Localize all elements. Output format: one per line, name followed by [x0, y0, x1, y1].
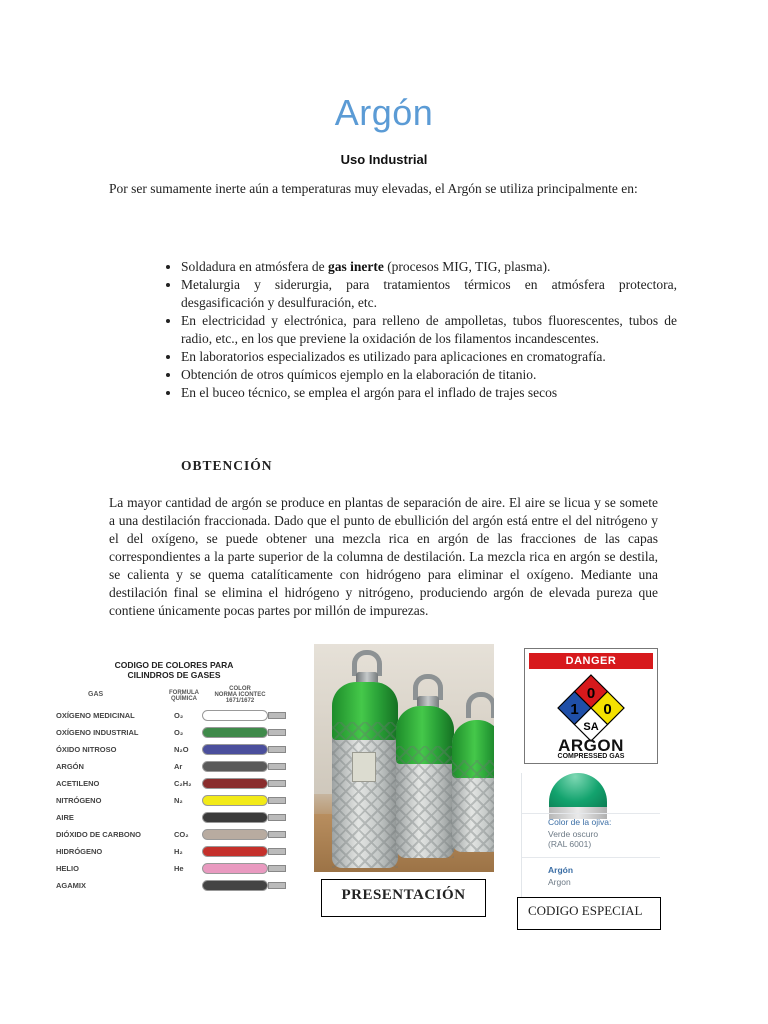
- cylinder-color-swatch: [202, 744, 268, 755]
- danger-sign-name: ARGON: [558, 736, 624, 755]
- list-item: • En el buceo técnico, se emplea el argón para el inflado de trajes secos: [181, 384, 677, 402]
- gas-name: HIDRÓGENO: [56, 847, 103, 856]
- gas-formula: O₂: [174, 711, 184, 720]
- gas-name: ARGÓN: [56, 762, 84, 771]
- chart-row: [56, 776, 300, 792]
- gas-formula: CO₂: [174, 830, 189, 839]
- ojiva-panel: [521, 773, 660, 897]
- obtencion-paragraph: La mayor cantidad de argón se produce en plantas de separación de aire. El aire se licua y se somete a una destilación fraccionada. Dado que el punto de ebullición del argón está entre el del nitrógeno y el del oxígeno, se puede obtener una mezcla rica en argón de las fracciones de las capas correspondientes a la parte superior de la columna de destilación. La mezcla rica en argón se destila, se calienta y se quema catalíticamente con hidrógeno para eliminar el oxígeno. Mediante una destilación final se elimina el hidrógeno y nitrógeno, produciendo argón de elevada pureza que contiene únicamente pocas partes por millón de impurezas.: [109, 495, 658, 618]
- ojiva-value-1: Verde oscuro: [548, 829, 599, 839]
- chart-row: [56, 844, 300, 860]
- nfpa-reactivity: 0: [603, 701, 612, 718]
- col-header-gas: GAS: [88, 691, 104, 698]
- gas-formula: C₂H₂: [174, 779, 192, 788]
- document-subtitle: Uso Industrial: [340, 152, 428, 167]
- gas-name: HELIO: [56, 864, 79, 873]
- gas-name: OXÍGENO INDUSTRIAL: [56, 728, 139, 737]
- gas-formula: N₂O: [174, 745, 189, 754]
- gas-name: AIRE: [56, 813, 74, 822]
- cylinder-shape: [396, 706, 454, 858]
- list-item: • En laboratorios especializados es utilizado para aplicaciones en cromatografía.: [181, 348, 677, 366]
- cylinder-shape: [452, 720, 494, 852]
- col-header-color: COLOR NORMA ICONTEC 1671/1672: [214, 686, 266, 704]
- cylinder-top-icon: [549, 773, 607, 809]
- nfpa-special: SA: [583, 721, 599, 733]
- chart-row: [56, 725, 300, 741]
- valve-icon: [268, 763, 286, 770]
- cylinder-color-swatch: [202, 846, 268, 857]
- chart-title: CODIGO DE COLORES PARA CILINDROS DE GASES: [114, 660, 234, 680]
- ojiva-value-2: (RAL 6001): [548, 839, 592, 849]
- list-item: • Metalurgia y siderurgia, para tratamientos térmicos en atmósfera protectora, desgasificación y desulfuración, etc.: [181, 276, 677, 312]
- uses-list: [162, 258, 677, 402]
- gas-name: AGAMIX: [56, 881, 86, 890]
- chart-row: [56, 742, 300, 758]
- cylinder-color-swatch: [202, 727, 268, 738]
- valve-icon: [268, 746, 286, 753]
- danger-sign-sub: COMPRESSED GAS: [557, 753, 625, 760]
- codigo-especial-box: CODIGO ESPECIAL: [517, 897, 661, 930]
- valve-icon: [268, 831, 286, 838]
- gas-formula: N₂: [174, 796, 183, 805]
- valve-icon: [268, 848, 286, 855]
- gas-formula: Ar: [174, 762, 183, 771]
- gas-formula: H₂: [174, 847, 183, 856]
- cylinder-color-swatch: [202, 863, 268, 874]
- bold-term: gas inerte: [327, 259, 384, 274]
- valve-icon: [268, 729, 286, 736]
- photo-caption: PRESENTACIÓN: [321, 879, 486, 917]
- cylinders-photo: [314, 644, 494, 872]
- cylinder-color-swatch: [202, 829, 268, 840]
- cylinder-color-swatch: [202, 812, 268, 823]
- document-title: Argón: [334, 92, 434, 133]
- cylinder-color-swatch: [202, 778, 268, 789]
- valve-icon: [268, 712, 286, 719]
- valve-icon: [268, 780, 286, 787]
- nfpa-health: 1: [570, 701, 579, 718]
- list-item: • En electricidad y electrónica, para relleno de ampolletas, tubos fluorescentes, tubos de radio, etc., en los que previene la oxidación de los filamentos incandescentes.: [181, 312, 677, 348]
- intro-paragraph: Por ser sumamente inerte aún a temperaturas muy elevadas, el Argón se utiliza principalmente en:: [109, 181, 638, 196]
- ojiva-gas-bold: Argón: [548, 865, 574, 875]
- chart-row: [56, 759, 300, 775]
- color-code-chart: [50, 656, 304, 900]
- cylinder-shape: [332, 682, 398, 868]
- cylinder-color-swatch: [202, 795, 268, 806]
- chart-row: [56, 708, 300, 724]
- gas-formula: O₂: [174, 728, 184, 737]
- gas-name: OXÍGENO MEDICINAL: [56, 711, 135, 720]
- list-item: • Soldadura en atmósfera de gas inerte (procesos MIG, TIG, plasma).: [181, 258, 677, 276]
- gas-name: NITRÓGENO: [56, 796, 102, 805]
- chart-row: [56, 861, 300, 877]
- gas-name: DIÓXIDO DE CARBONO: [56, 830, 142, 839]
- danger-sign: [524, 648, 658, 764]
- valve-icon: [268, 865, 286, 872]
- cylinder-color-swatch: [202, 710, 268, 721]
- valve-icon: [268, 882, 286, 889]
- cylinder-color-swatch: [202, 880, 268, 891]
- valve-icon: [268, 814, 286, 821]
- chart-row: [56, 827, 300, 843]
- gas-name: ÓXIDO NITROSO: [56, 745, 117, 754]
- danger-band: DANGER: [529, 653, 653, 669]
- ojiva-gas: Argon: [548, 877, 571, 887]
- list-item: • Obtención de otros químicos ejemplo en la elaboración de titanio.: [181, 366, 677, 384]
- nfpa-diamond-icon: [556, 673, 626, 743]
- nfpa-flammability: 0: [586, 685, 596, 702]
- col-header-formula: FORMULA QUÍMICA: [169, 690, 199, 702]
- chart-row: [56, 878, 300, 894]
- ojiva-label: Color de la ojiva:: [548, 817, 612, 827]
- obtencion-heading: OBTENCIÓN: [181, 458, 273, 473]
- gas-name: ACETILENO: [56, 779, 100, 788]
- gas-formula: He: [174, 864, 184, 873]
- chart-row: [56, 810, 300, 826]
- chart-row: [56, 793, 300, 809]
- valve-icon: [268, 797, 286, 804]
- cylinder-color-swatch: [202, 761, 268, 772]
